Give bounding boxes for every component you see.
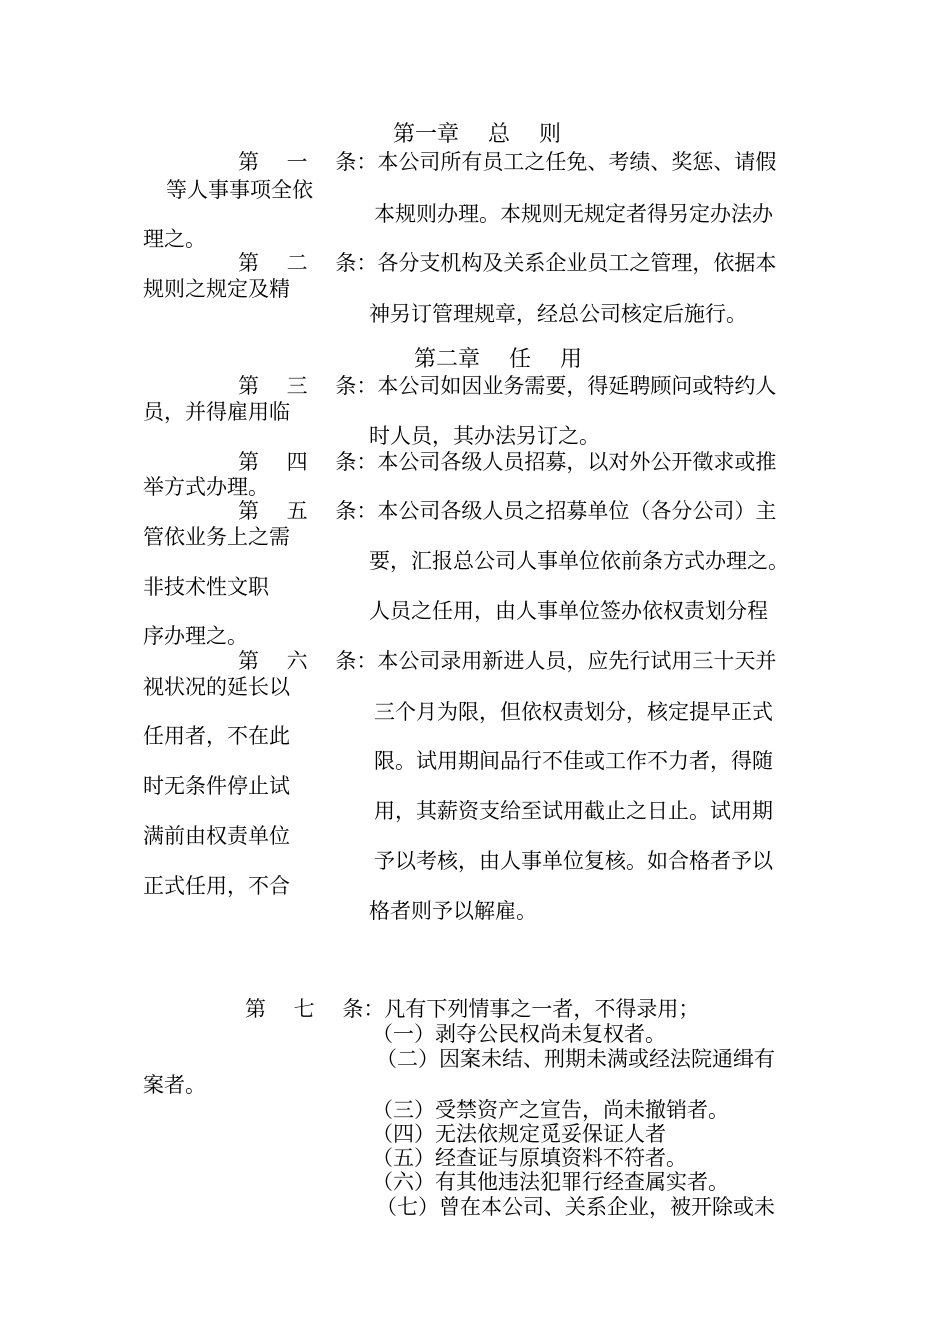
article-5-line-4: 非技术性文职 bbox=[143, 575, 269, 599]
article-7-label: 第 七 条：凡有下列情事之一者，不得录用； bbox=[245, 997, 700, 1021]
article-6-line-9: 予以考核，由人事单位复核。如合格者予以 bbox=[374, 849, 773, 873]
article-6-line-4: 任用者，不在此 bbox=[143, 724, 290, 748]
article-2-label: 第 二 条：各分支机构及关系企业员工之管理，依据本 bbox=[238, 251, 777, 275]
article-2-line-2: 规则之规定及精 bbox=[143, 277, 290, 301]
article-3-line-3: 时人员，其办法另订之。 bbox=[369, 424, 600, 448]
article-5-line-5: 人员之任用，由人事单位签办依权责划分程 bbox=[369, 599, 768, 623]
article-1-line-3: 本规则办理。本规则无规定者得另定办法办 bbox=[374, 202, 773, 226]
article-6-line-5: 限。试用期间品行不佳或工作不力者，得随 bbox=[374, 749, 773, 773]
article-4-label: 第 四 条：本公司各级人员招募，以对外公开徵求或推 bbox=[238, 450, 777, 474]
article-7-item-1: （一）剥夺公民权尚未复权者。 bbox=[372, 1022, 666, 1046]
article-1-line-2: 等人事事项全依 bbox=[166, 178, 313, 202]
article-7-item-2-cont: 案者。 bbox=[143, 1073, 206, 1097]
article-7-item-5: （五）经查证与原填资料不符者。 bbox=[372, 1146, 687, 1170]
article-6-label: 第 六 条：本公司录用新进人员，应先行试用三十天并 bbox=[238, 649, 777, 673]
article-6-line-11: 格者则予以解雇。 bbox=[369, 899, 537, 923]
article-6-line-2: 视状况的延长以 bbox=[143, 675, 290, 699]
article-5-line-2: 管依业务上之需 bbox=[143, 525, 290, 549]
article-5-line-3: 要，汇报总公司人事单位依前条方式办理之。 bbox=[369, 549, 789, 573]
article-3-line-2: 员，并得雇用临 bbox=[143, 400, 290, 424]
article-2-line-3: 神另订管理规章，经总公司核定后施行。 bbox=[369, 302, 747, 326]
article-1-label: 第 一 条：本公司所有员工之任免、考绩、奖惩、请假 bbox=[238, 150, 777, 174]
article-6-line-3: 三个月为限，但依权责划分，核定提早正式 bbox=[374, 700, 773, 724]
article-7-item-6: （六）有其他违法犯罪行经查属实者。 bbox=[372, 1170, 729, 1194]
article-5-line-6: 序办理之。 bbox=[143, 624, 248, 648]
article-3-label: 第 三 条：本公司如因业务需要，得延聘顾问或特约人 bbox=[238, 374, 777, 398]
article-7-item-4: （四）无法依规定觅妥保证人者 bbox=[372, 1122, 666, 1146]
article-7-item-2: （二）因案未结、刑期未满或经法院通缉有 bbox=[376, 1047, 775, 1071]
article-7-item-7: （七）曾在本公司、关系企业，被开除或未 bbox=[376, 1195, 775, 1219]
article-1-line-4: 理之。 bbox=[143, 227, 206, 251]
article-6-line-7: 用，其薪资支给至试用截止之日止。试用期 bbox=[374, 799, 773, 823]
article-6-line-6: 时无条件停止试 bbox=[143, 774, 290, 798]
article-6-line-8: 满前由权责单位 bbox=[143, 824, 290, 848]
article-4-line-2: 举方式办理。 bbox=[143, 475, 269, 499]
chapter-2-title: 第二章 任 用 bbox=[414, 347, 582, 372]
article-6-line-10: 正式任用，不合 bbox=[143, 874, 290, 898]
article-7-item-3: （三）受禁资产之宣告，尚未撤销者。 bbox=[372, 1098, 729, 1122]
article-5-label: 第 五 条：本公司各级人员之招募单位（各分公司）主 bbox=[238, 499, 777, 523]
chapter-1-title: 第一章 总 则 bbox=[393, 122, 561, 147]
